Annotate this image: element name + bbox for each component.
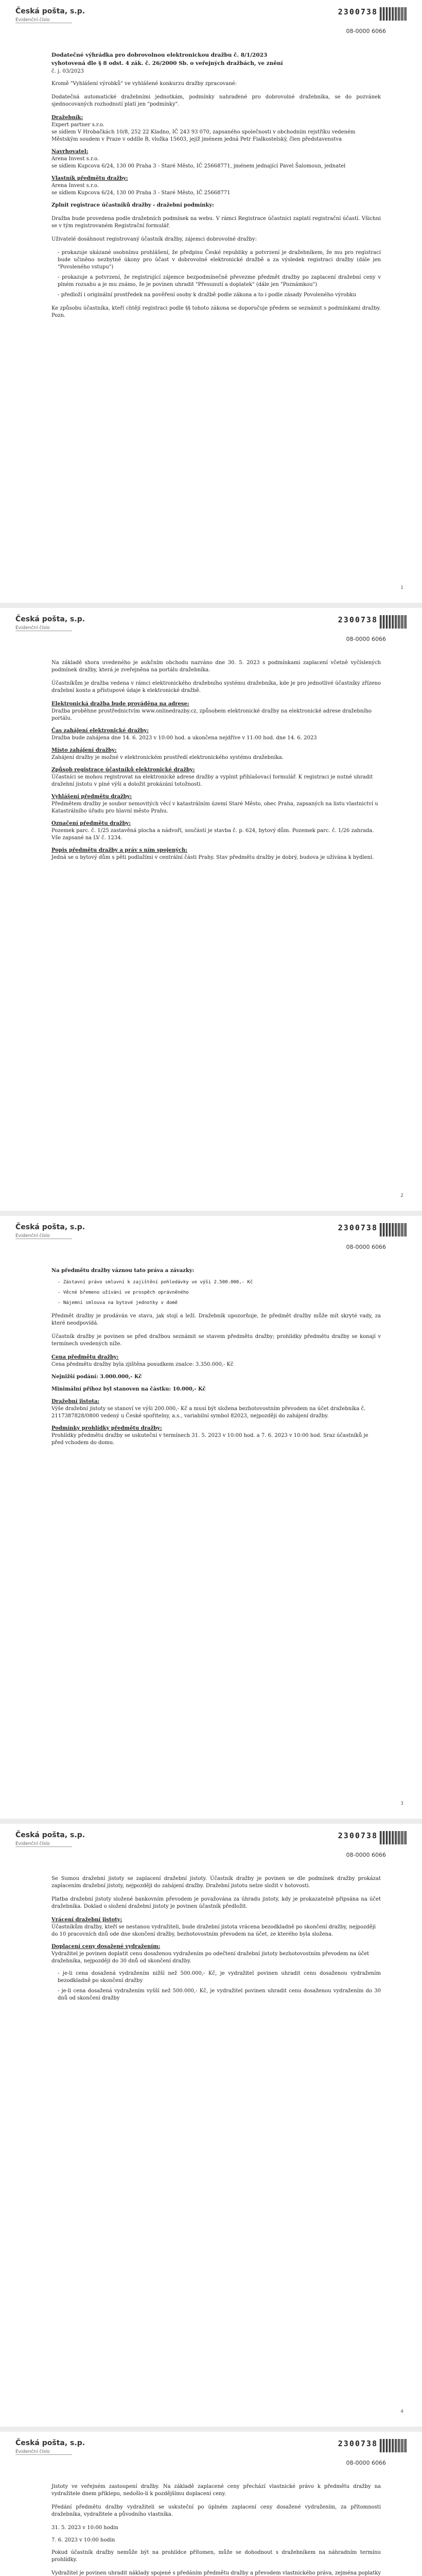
page-header (15, 7, 407, 48)
paragraph: Ke způsobu účastníka, kteří chtějí registraci podle §§ tohoto zákona se doporučuje předem se seznámit s podmínkami dražby. Pozn. (51, 306, 381, 318)
barcode-block (304, 2439, 407, 2475)
block-line: Arena Invest s.r.o. (51, 183, 99, 189)
barcode-block (304, 615, 407, 651)
block-line: Výše dražební jistoty se stanoví ve výši 200.000,- Kč a musí být složena bezhotovostním převodem na účet dražebníka č. 2117387828/0800 vedený u České spořitelny, a.s., variabilní symbol 82023, nejpozději do zahájení dražby. (51, 1406, 366, 1419)
barcode-number: 2300738 (338, 615, 378, 624)
list-item: - je-li cena dosažená vydražením nižší než 500.000,- Kč, je vydražitel povinen uhradit cenu dosaženou vydražením bezodkladně po skončení dražby (58, 1970, 381, 1985)
company-subtitle: Evidenční číslo (15, 2449, 72, 2455)
block-line: Prohlídky předmětu dražby se uskuteční v termínech 31. 5. 2023 v 10:00 hod. a 7. 6. 2023 v 10:00 hod. Sraz účastníků je před vchodem do domu. (51, 1433, 368, 1446)
section-subtitle: Na předmětu dražby váznou tato práva a závazky: (51, 1268, 195, 1274)
barcode-icon (380, 7, 407, 21)
block-line: Dražba bude zahájena dne 14. 6. 2023 v 10:00 hod. a ukončena nejdříve v 11:00 hod. dne 14. 6. 2023 (51, 735, 317, 741)
paragraph: Na základě shora uvedeného je aukčním obchodu nazváno dne 30. 5. 2023 s podmínkami zaplacení včetně vyčíslených podmínek dražby, která je zveřejněna na portálu dražebníka. (51, 660, 381, 673)
block-heading: Místo zahájení dražby: (51, 748, 117, 753)
barcode-icon (380, 1223, 407, 1236)
company-name: Česká pošta, s.p. (15, 1831, 85, 1839)
page-number: 3 (400, 1801, 403, 1806)
block-line: Dražba proběhne prostřednictvím www.onlinedrazby.cz, způsobem elektronické dražby na elektronické adrese dražebního portálu. (51, 708, 372, 721)
block-heading: Nejnižší podání: 3.000.000,- Kč (51, 1374, 142, 1380)
company-name: Česká pošta, s.p. (15, 1223, 85, 1231)
barcode-caption: 08-0000 6066 (346, 1852, 386, 1858)
page-header (15, 1223, 407, 1264)
block-heading: Vlastník předmětu dražby: (51, 176, 128, 181)
block-line: Expert partner s.r.o. (51, 122, 104, 128)
company-name: Česká pošta, s.p. (15, 615, 85, 623)
block-heading: Popis předmětu dražby a práv s ním spojených: (51, 848, 188, 853)
document-page-4 (0, 1824, 422, 2427)
paragraph: Dodatečná automatické dražebními jednotkám, podmínky nahraďené pro dobrovolné dražebníka, se do pozvánek sjednocovaných rozhodnutí platí jen "podmínky". (51, 94, 381, 107)
barcode-icon (380, 615, 407, 629)
viewing-dates (51, 2524, 381, 2544)
paragraph: Účastník dražby je povinen se před dražbou seznámit se stavem předmětu dražby; prohlídky předmětu dražby se konají v termínech uvedených níže. (51, 1334, 381, 1347)
paragraph: Zplnit registrace účastníků dražby - dražební podmínky: (51, 202, 214, 208)
paragraph: Pokud účastník dražby nemůže být na prohlídce přítomen, může se dohodnout s dražebníkem na náhradním termínu prohlídky. (51, 2550, 381, 2563)
barcode-block (304, 1223, 407, 1259)
paragraph: Účastníkům je dražba vedena v rámci elektronického dražebního systému dražebníka, kde je pro jednotlivé účastníky zřízeno dražební konto a přístupové údaje k elektronické dražbě. (51, 681, 381, 693)
paragraph: Se Sumou dražební jistoty se zaplacení dražební jistoty. Účastník dražby je povinen se dle podmínek dražby prokázat zaplacením dražební jistoty, nejpozději do zahájení dražby. Dražební jistotu nelze složit v hotovosti. (51, 1876, 381, 1889)
page-number: 4 (400, 2409, 403, 2414)
paragraph: Vydražitel je povinen uhradit náklady spojené s předáním předmětu dražby a převodem vlastnického práva, zejména poplatky (51, 2570, 381, 2576)
date-line: 7. 6. 2023 v 10:00 hodin (51, 2537, 115, 2543)
paragraph: Kromě "Vyhlášení výrobků" ve vyhlášené konkurzu dražby zpracované: (51, 81, 237, 87)
barcode-icon (380, 2439, 407, 2452)
page-content (51, 1875, 381, 2008)
company-subtitle: Evidenční číslo (15, 1233, 72, 1239)
reference-number: č. j. 03/2023 (51, 69, 84, 74)
page-content (51, 659, 381, 867)
info-block (51, 767, 381, 788)
list-item: - Zástavní právo smluvní k zajištění pohledávky ve výši 2.500.000,- Kč (58, 1279, 381, 1286)
block-heading: Vyhlášení předmětu dražby: (51, 794, 132, 800)
block-line: Vydražitel je povinen doplatit cenu dosaženou vydražením po odečtení dražební jistoty bezhotovostním převodem na účet dražebníka, nejpozději do 30 dnů od skončení dražby. (51, 1951, 370, 1964)
auctioneer-block (51, 114, 381, 143)
page-content (51, 2483, 381, 2576)
info-block (51, 1943, 381, 1965)
list-item: - prokazuje a potvrzení, že registrující zájemce bezpodmínečně převezme předmět dražby po zaplacení dražební ceny v plném rozsahu a je mu známo, že je povinen uhradit "Přesunutí a doplatek" (dále jen "Poznámkou") (58, 274, 381, 289)
page-header (15, 1831, 407, 1872)
barcode-number: 2300738 (338, 1831, 378, 1840)
list-item: - prokazuje ukázané osobnímu prohlášení, že předpisu České republiky a potvrzení je dražebníkem, že mu pro registraci bude učiněno nezbytné úkony pro účast v dobrovolné elektronické dražbě a za výsledek registraci dražby (dále jen "Povoleného vstupu") (58, 249, 381, 271)
paragraph: Platba dražební jistoty složené bankovním převodem je považována za úhradu jistoty, kdy je prokazatelně připsána na účet dražebníka. Doklad o složení dražební jistoty je povinen účastník předložit. (51, 1896, 381, 1909)
page-number: 1 (400, 585, 403, 590)
barcode-number: 2300738 (338, 1223, 378, 1232)
block-heading: Cena předmětu dražby: (51, 1354, 119, 1360)
page-number: 2 (400, 1193, 403, 1198)
info-block (51, 847, 381, 861)
list-item: - Nájemní smlouva na bytové jednotky v domě (58, 1299, 381, 1307)
block-line: Zahájení dražby je možné v elektronickém prostředí elektronického systému dražebníka. (51, 755, 284, 760)
page-header (15, 615, 407, 656)
block-line: Účastníkům dražby, kteří se nestanou vydražiteli, bude dražební jistota vrácena bezodkladně po skončení dražby, nejpozději do 10 pracovních dnů ode dne skončení dražby, bezhotovostním převodem na účet, ze kterého byla složena. (51, 1924, 376, 1937)
page-content (51, 52, 381, 326)
block-heading: Dražební jistota: (51, 1399, 100, 1404)
list-item: - předloží i originální prostředek na pověření osoby k dražbě podle zákona a to i podle zásady Povoleného výrobku (58, 292, 381, 299)
barcode-number: 2300738 (338, 2439, 378, 2448)
info-block (51, 701, 381, 722)
document-title: Dodatečné výhrádka pro dobrovolnou elektronickou dražbu č. 8/1/2023 (51, 52, 268, 58)
barcode-block (304, 7, 407, 43)
block-heading: Označení předmětu dražby: (51, 821, 131, 826)
paragraph: Uživatelé dosáhnout registrovaný účastník dražby, zájemci dobrovolné dražby: (51, 236, 257, 242)
block-line: Jedná se o bytový dům s pěti podlažími v centrální části Prahy. Stav předmětu dražby je dobrý, budova je užívána k bydlení. (51, 855, 374, 860)
company-subtitle: Evidenční číslo (15, 625, 72, 631)
barcode-number: 2300738 (338, 7, 378, 16)
document-page-1 (0, 0, 422, 603)
block-heading: Minimální příhoz byl stanoven na částku: 10.000,- Kč (51, 1386, 206, 1392)
info-block (51, 747, 381, 761)
info-block (51, 1917, 381, 1938)
barcode-caption: 08-0000 6066 (346, 2460, 386, 2466)
paragraph: Dražba bude provedena podle dražebních podmínek na webu. V rámci Registrace účastníci zaplatí registrační účastí. Všichni se v tým registrovaném Registrační formulář. (51, 216, 381, 229)
paragraph: Předání předmětu dražby vydražiteli se uskuteční po úplném zaplacení ceny dosažené vydražením, za přítomnosti dražebníka, vydražitele a původního vlastníka. (51, 2504, 381, 2517)
info-block (51, 1425, 381, 1447)
block-heading: Doplacení ceny dosažené vydražením: (51, 1944, 161, 1950)
barcode-icon (380, 1831, 407, 1844)
company-subtitle: Evidenční číslo (15, 1841, 72, 1847)
barcode-caption: 08-0000 6066 (346, 1244, 386, 1250)
conditions-list (51, 249, 381, 299)
block-line: Cena předmětu dražby byla zjištěna posudkem znalce: 3.350.000,- Kč (51, 1362, 234, 1367)
info-block (51, 1386, 381, 1393)
block-line: Předmětem dražby je soubor nemovitých věcí v katastrálním území Staré Město, obec Praha, zapsaných na listu vlastnictví u Katastrálního úřadu pro hlavní město Prahu. (51, 801, 378, 814)
document-page-3 (0, 1216, 422, 1819)
info-block (51, 727, 381, 742)
block-heading: Elektronická dražba bude prováděna na adrese: (51, 701, 189, 707)
encumbrance-list (51, 1279, 381, 1307)
block-heading: Čas zahájení elektronické dražby: (51, 728, 149, 734)
paragraph: Předmět dražby je prodáván ve stavu, jak stojí a leží. Dražebník upozorňuje, že předmět dražby může mít skryté vady, za které neodpovídá. (51, 1313, 381, 1326)
document-page-5 (0, 2432, 422, 2576)
block-heading: Způsob registrace účastníků elektronické dražby: (51, 767, 195, 773)
block-line: Účastníci se mohou registrovat na elektronické adrese dražby a vyplnit přihlašovací formulář. K registraci je nutné uhradit dražební jistotu v plné výši a doložit prokázání totožnosti. (51, 774, 373, 787)
info-block (51, 793, 381, 815)
page-header (15, 2439, 407, 2480)
list-item: - Věcné břemeno užívání ve prospěch oprávněného (58, 1289, 381, 1296)
payment-list (51, 1970, 381, 2002)
company-subtitle: Evidenční číslo (15, 18, 72, 23)
list-item: - je-li cena dosažená vydražením vyšší než 500.000,- Kč, je vydražitel povinen uhradit cenu dosaženou vydražením do 30 dnů od skončení dražby (58, 1988, 381, 2002)
document-page-2 (0, 608, 422, 1211)
page-content (51, 1267, 381, 1452)
block-line: se sídlem Kupcova 6/24, 130 00 Praha 3 - Staré Město, IČ 25668771 (51, 190, 231, 196)
block-heading: Podmínky prohlídky předmětu dražby: (51, 1426, 162, 1431)
block-heading: Dražebník: (51, 115, 83, 121)
info-block (51, 1374, 381, 1381)
company-name: Česká pošta, s.p. (15, 2439, 85, 2447)
info-block (51, 1354, 381, 1368)
block-line: Arena Invest s.r.o. (51, 156, 99, 162)
block-line: se sídlem Kupcova 6/24, 130 00 Praha 3 - Staré Město, IČ 25668771, jménem jednající Pavel Šalomoun, jednatel (51, 163, 346, 169)
document-title-line: vyhotovená dle § 8 odst. 4 zák. č. 26/2000 Sb. o veřejných dražbách, ve znění (51, 60, 283, 66)
owner-block (51, 175, 381, 197)
barcode-caption: 08-0000 6066 (346, 636, 386, 642)
barcode-caption: 08-0000 6066 (346, 28, 386, 35)
block-line: Pozemek parc. č. 1/25 zastavěná plocha a nádvoří, součástí je stavba č. p. 624, bytový dům. Pozemek parc. č. 1/26 zahrada. Vše zapsané na LV č. 1234. (51, 828, 374, 841)
block-line: se sídlem V Hrobačkách 10/8, 252 22 Kladno, IČ 243 93 070, zapsaného společnosti v obchodním rejstříku vedeném Městským soudem v Praze v oddíle B, vložka 15603, jejíž jménem jedná Petr Fialkostelský, člen představenstva (51, 129, 356, 142)
barcode-block (304, 1831, 407, 1867)
proposer-block (51, 148, 381, 170)
paragraph: Jistoty ve veřejném zastoupení dražby. Na základě zaplacené ceny přechází vlastnické právo k předmětu dražby na vydražitele dnem příklepu, nedošlo-li k pozdějšímu doplacení ceny. (51, 2484, 381, 2497)
company-name: Česká pošta, s.p. (15, 7, 85, 15)
block-heading: Vrácení dražební jistoty: (51, 1917, 122, 1923)
info-block (51, 1398, 381, 1420)
block-heading: Navrhovatel: (51, 149, 89, 155)
info-block (51, 820, 381, 842)
date-line: 31. 5. 2023 v 10:00 hodin (51, 2525, 118, 2531)
